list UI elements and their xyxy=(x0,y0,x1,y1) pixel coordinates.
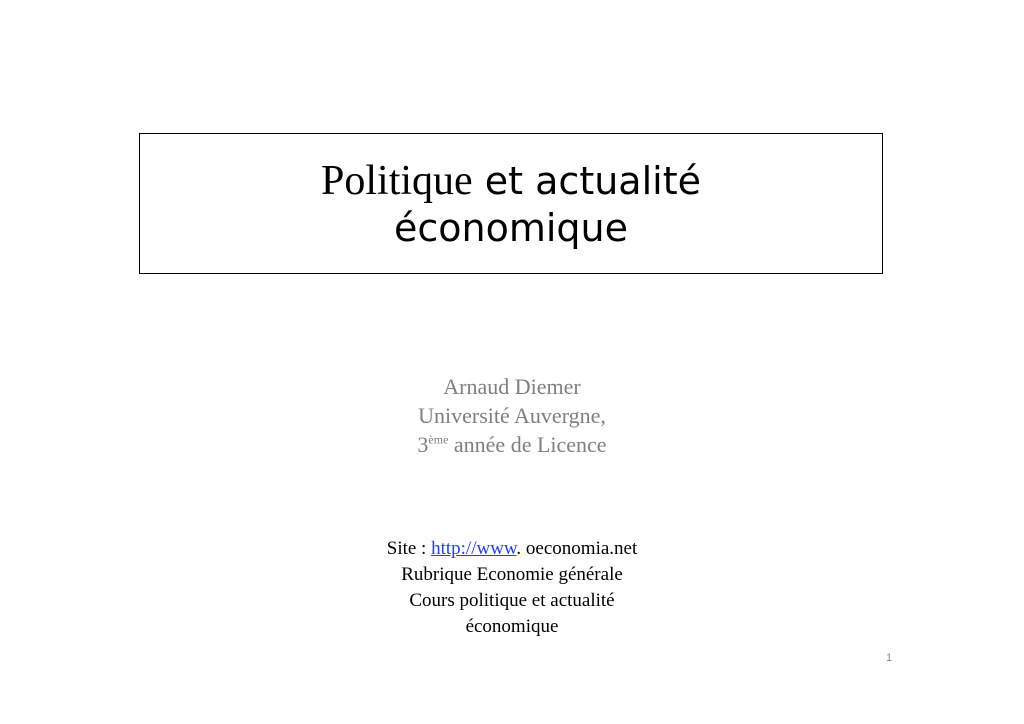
author-year-rest: année de Licence xyxy=(448,432,607,457)
author-year-superscript: ème xyxy=(428,432,449,447)
title-line-1 xyxy=(321,159,701,203)
author-university: Université Auvergne, xyxy=(418,403,606,428)
site-line-3: Cours politique et actualité xyxy=(409,590,615,611)
site-line-1 xyxy=(0,536,1024,562)
site-suffix: . oeconomia.net xyxy=(516,538,638,559)
title-phrase-et-actualite: et actualité xyxy=(472,158,701,203)
title-box xyxy=(139,133,883,274)
author-year xyxy=(0,430,1024,459)
author-block xyxy=(0,372,1024,459)
site-link[interactable]: http://www xyxy=(431,538,517,559)
site-block xyxy=(0,536,1024,640)
author-year-number: 3 xyxy=(417,432,429,457)
site-prefix: Site : xyxy=(386,538,432,559)
page-number: 1 xyxy=(886,652,893,664)
title-line-2: économique xyxy=(393,205,628,250)
site-line-2: Rubrique Economie générale xyxy=(401,564,623,585)
author-name: Arnaud Diemer xyxy=(443,374,581,399)
site-line-4: économique xyxy=(465,616,559,637)
title-word-politique: Politique xyxy=(321,157,473,204)
